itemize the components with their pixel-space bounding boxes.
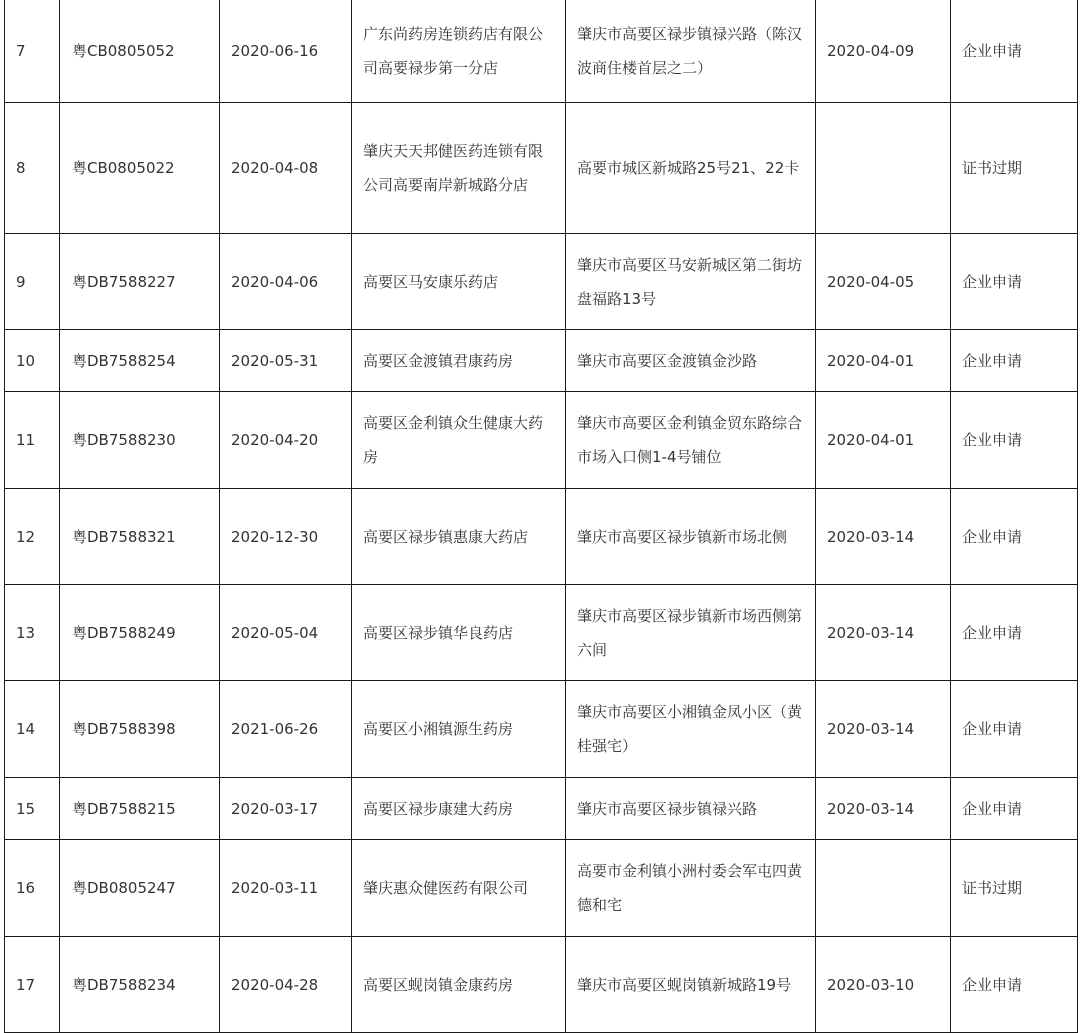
reason-cell: 证书过期 <box>951 840 1078 937</box>
address-cell: 肇庆市高要区禄步镇新市场北侧 <box>566 489 816 585</box>
apply-date-cell: 2020-03-14 <box>816 585 951 681</box>
company-name-cell: 高要区马安康乐药店 <box>352 234 566 330</box>
apply-date-cell: 2020-03-14 <box>816 681 951 778</box>
table-row <box>5 103 1078 234</box>
company-name-cell: 高要区小湘镇源生药房 <box>352 681 566 778</box>
license-number-cell: 粤DB7588254 <box>60 330 220 392</box>
license-number-cell: 粤DB7588230 <box>60 392 220 489</box>
company-name-cell: 高要区蚬岗镇金康药房 <box>352 937 566 1033</box>
reason-cell: 企业申请 <box>951 778 1078 840</box>
table-body <box>5 0 1078 1033</box>
license-number-cell: 粤DB7588249 <box>60 585 220 681</box>
row-number-cell: 16 <box>5 840 60 937</box>
date-cell: 2020-03-11 <box>220 840 352 937</box>
license-number-cell: 粤DB7588227 <box>60 234 220 330</box>
company-name-cell: 高要区金渡镇君康药房 <box>352 330 566 392</box>
reason-cell: 企业申请 <box>951 330 1078 392</box>
row-number-cell: 7 <box>5 0 60 103</box>
license-number-cell: 粤DB7588398 <box>60 681 220 778</box>
row-number-cell: 9 <box>5 234 60 330</box>
date-cell: 2020-04-08 <box>220 103 352 234</box>
company-name-cell: 高要区禄步镇惠康大药店 <box>352 489 566 585</box>
company-name-cell: 高要区金利镇众生健康大药房 <box>352 392 566 489</box>
reason-cell: 企业申请 <box>951 489 1078 585</box>
row-number-cell: 17 <box>5 937 60 1033</box>
date-cell: 2020-03-17 <box>220 778 352 840</box>
table-row <box>5 937 1078 1033</box>
address-cell: 肇庆市高要区禄步镇禄兴路（陈汉波商住楼首层之二） <box>566 0 816 103</box>
address-cell: 肇庆市高要区马安新城区第二街坊盘福路13号 <box>566 234 816 330</box>
date-cell: 2021-06-26 <box>220 681 352 778</box>
company-name-cell: 肇庆惠众健医药有限公司 <box>352 840 566 937</box>
reason-cell: 企业申请 <box>951 937 1078 1033</box>
reason-cell: 企业申请 <box>951 234 1078 330</box>
row-number-cell: 12 <box>5 489 60 585</box>
license-number-cell: 粤CB0805052 <box>60 0 220 103</box>
reason-cell: 企业申请 <box>951 681 1078 778</box>
apply-date-cell: 2020-03-14 <box>816 489 951 585</box>
date-cell: 2020-12-30 <box>220 489 352 585</box>
address-cell: 肇庆市高要区蚬岗镇新城路19号 <box>566 937 816 1033</box>
date-cell: 2020-05-31 <box>220 330 352 392</box>
reason-cell: 证书过期 <box>951 103 1078 234</box>
apply-date-cell: 2020-04-05 <box>816 234 951 330</box>
address-cell: 肇庆市高要区禄步镇禄兴路 <box>566 778 816 840</box>
apply-date-cell: 2020-04-01 <box>816 392 951 489</box>
company-name-cell: 广东尚药房连锁药店有限公司高要禄步第一分店 <box>352 0 566 103</box>
reason-cell: 企业申请 <box>951 392 1078 489</box>
apply-date-cell: 2020-04-09 <box>816 0 951 103</box>
table-row <box>5 330 1078 392</box>
table-row <box>5 234 1078 330</box>
company-name-cell: 高要区禄步镇华良药店 <box>352 585 566 681</box>
table-row <box>5 585 1078 681</box>
address-cell: 高要市金利镇小洲村委会军屯四黄德和宅 <box>566 840 816 937</box>
address-cell: 肇庆市高要区金利镇金贸东路综合市场入口侧1-4号铺位 <box>566 392 816 489</box>
license-number-cell: 粤DB7588234 <box>60 937 220 1033</box>
apply-date-cell <box>816 840 951 937</box>
row-number-cell: 13 <box>5 585 60 681</box>
address-cell: 肇庆市高要区金渡镇金沙路 <box>566 330 816 392</box>
table-row <box>5 0 1078 103</box>
apply-date-cell: 2020-03-14 <box>816 778 951 840</box>
apply-date-cell: 2020-04-01 <box>816 330 951 392</box>
apply-date-cell: 2020-03-10 <box>816 937 951 1033</box>
row-number-cell: 8 <box>5 103 60 234</box>
date-cell: 2020-04-06 <box>220 234 352 330</box>
table-row <box>5 681 1078 778</box>
table-row <box>5 840 1078 937</box>
address-cell: 肇庆市高要区禄步镇新市场西侧第六间 <box>566 585 816 681</box>
table-row <box>5 778 1078 840</box>
date-cell: 2020-05-04 <box>220 585 352 681</box>
company-name-cell: 高要区禄步康建大药房 <box>352 778 566 840</box>
reason-cell: 企业申请 <box>951 585 1078 681</box>
row-number-cell: 15 <box>5 778 60 840</box>
row-number-cell: 11 <box>5 392 60 489</box>
row-number-cell: 14 <box>5 681 60 778</box>
date-cell: 2020-04-20 <box>220 392 352 489</box>
license-number-cell: 粤DB7588215 <box>60 778 220 840</box>
date-cell: 2020-06-16 <box>220 0 352 103</box>
license-number-cell: 粤CB0805022 <box>60 103 220 234</box>
pharmacy-license-table <box>4 0 1078 1033</box>
table-row <box>5 392 1078 489</box>
apply-date-cell <box>816 103 951 234</box>
company-name-cell: 肇庆天天邦健医药连锁有限公司高要南岸新城路分店 <box>352 103 566 234</box>
license-number-cell: 粤DB7588321 <box>60 489 220 585</box>
row-number-cell: 10 <box>5 330 60 392</box>
address-cell: 高要市城区新城路25号21、22卡 <box>566 103 816 234</box>
address-cell: 肇庆市高要区小湘镇金凤小区（黄桂强宅） <box>566 681 816 778</box>
table-row <box>5 489 1078 585</box>
reason-cell: 企业申请 <box>951 0 1078 103</box>
date-cell: 2020-04-28 <box>220 937 352 1033</box>
license-number-cell: 粤DB0805247 <box>60 840 220 937</box>
